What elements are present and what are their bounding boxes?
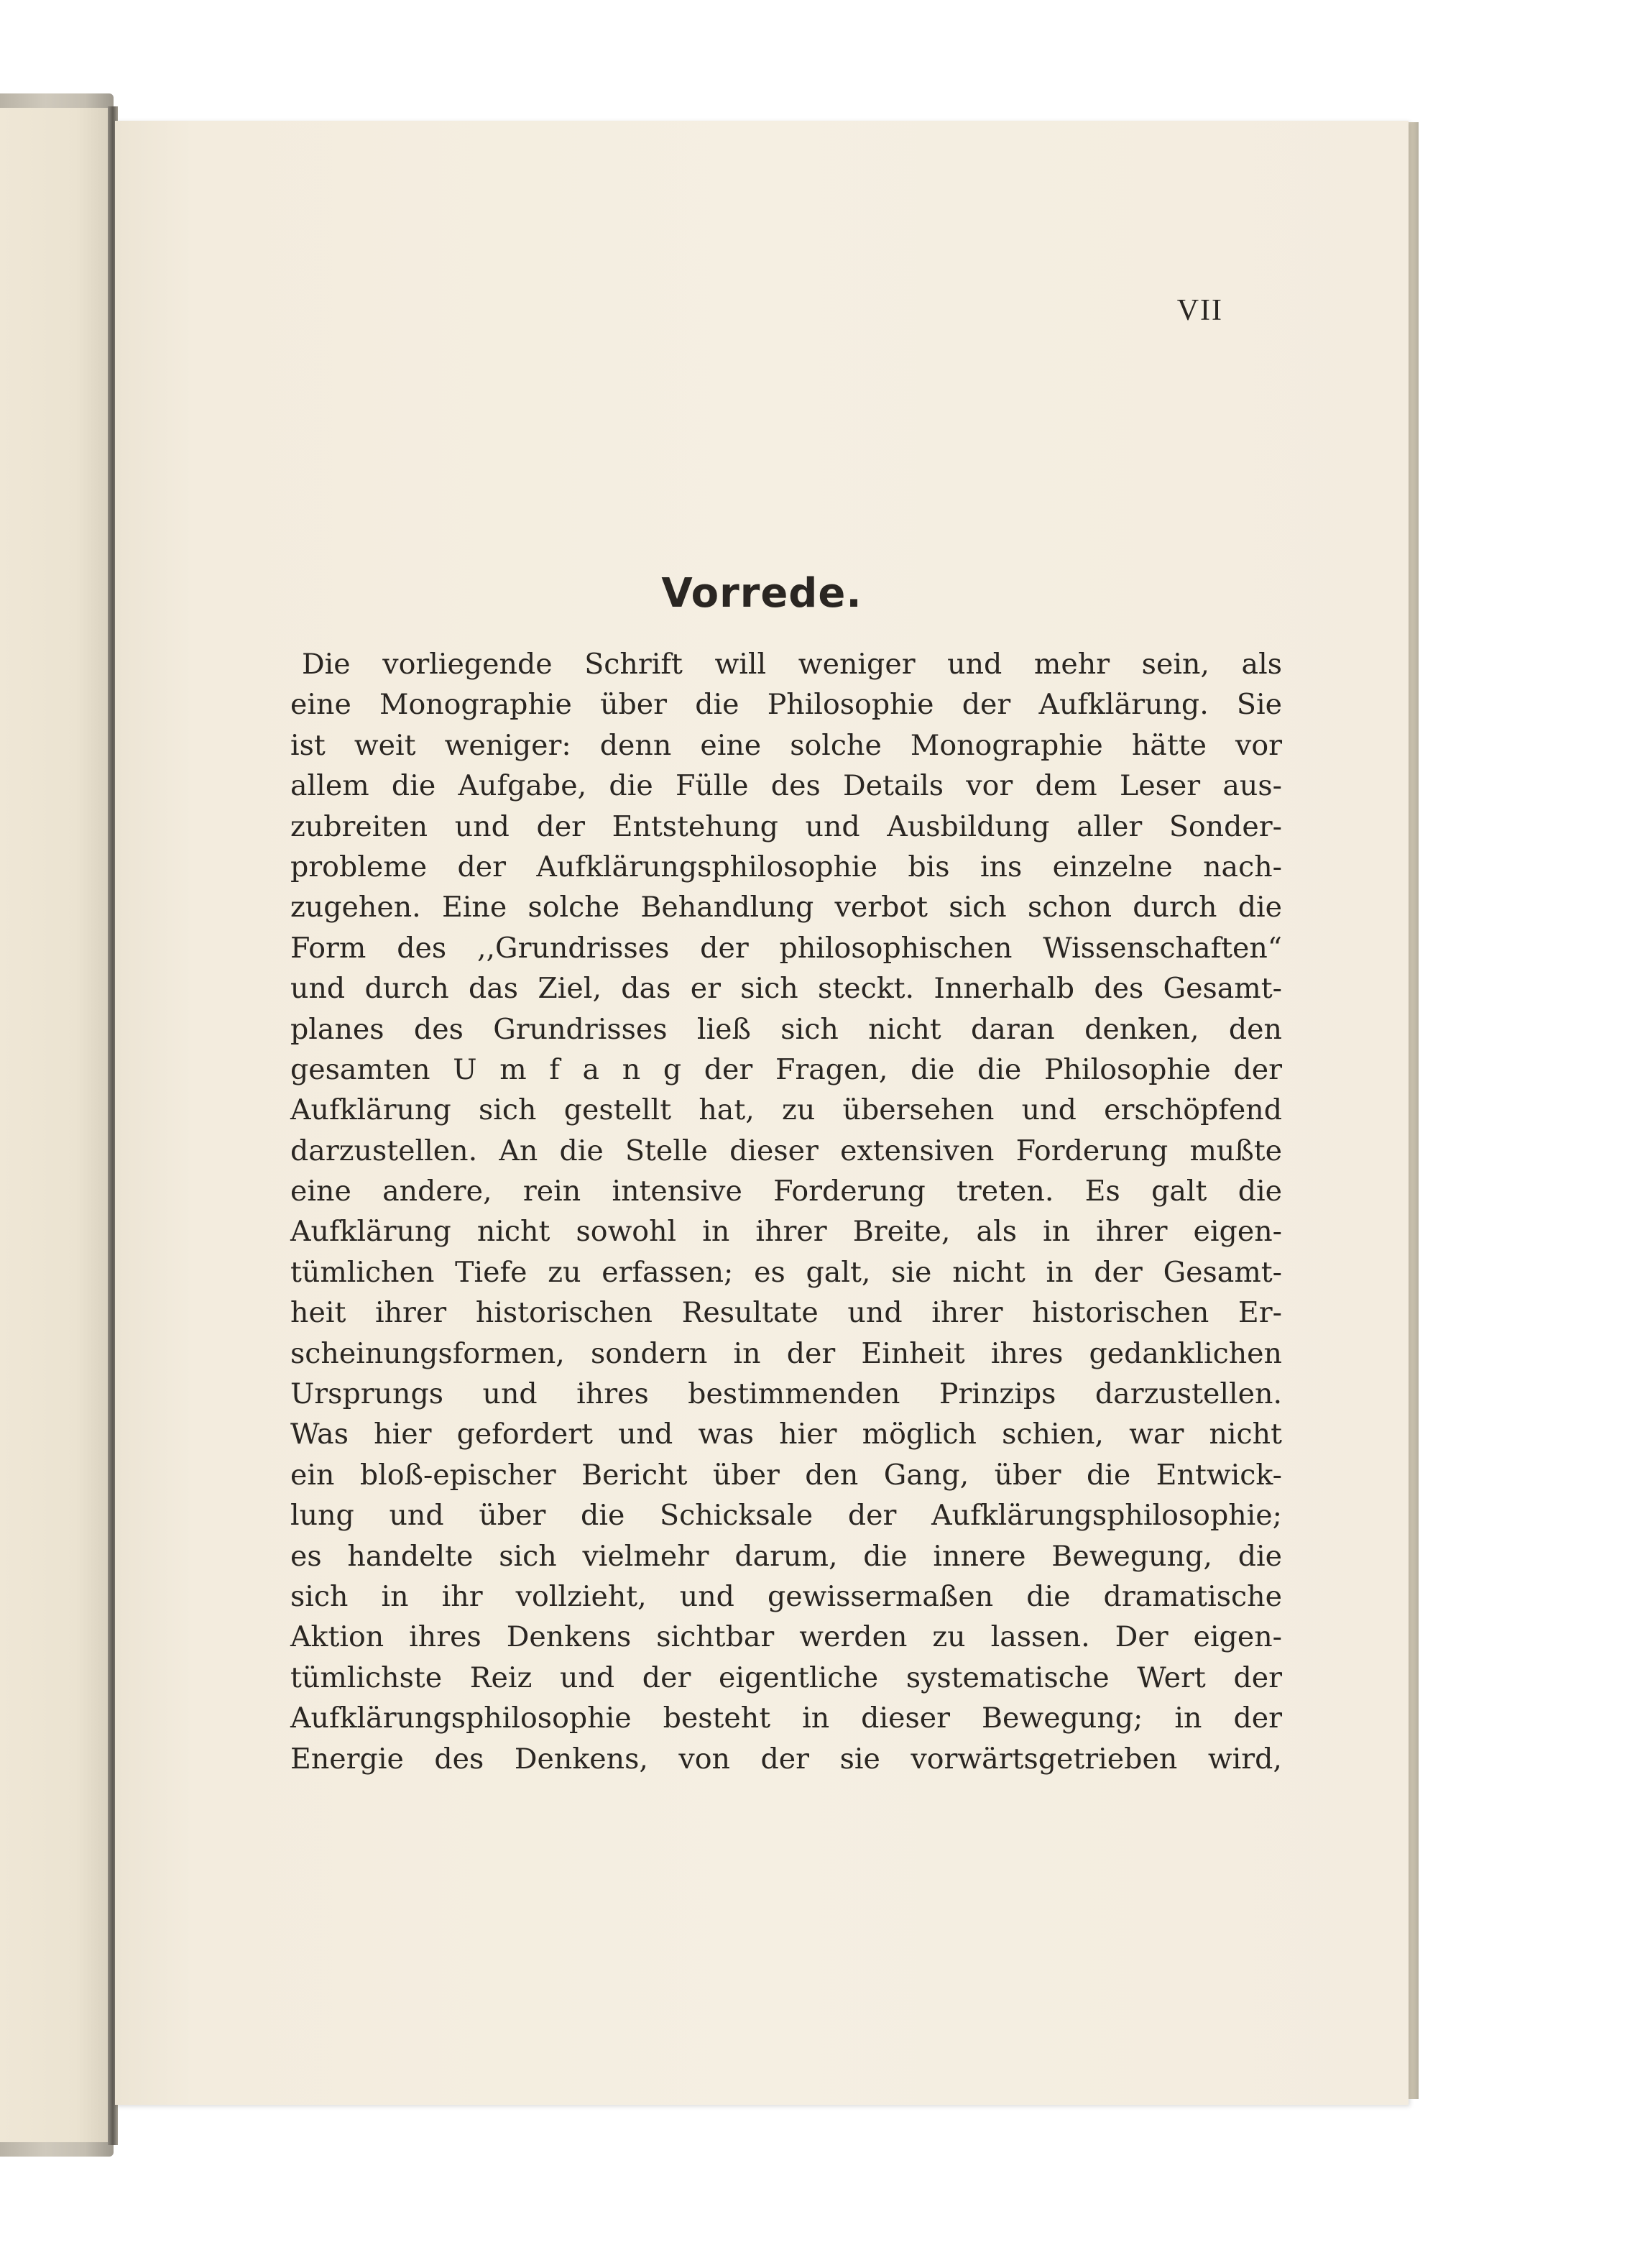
text-line: es handelte sich vielmehr darum, die innere Bewegung, die	[290, 1539, 1282, 1573]
text-line: ein bloß-epischer Bericht über den Gang, über die Entwick-	[290, 1458, 1282, 1492]
text-line: sich in ihr vollzieht, und gewissermaßen die dramatische	[290, 1579, 1282, 1613]
text-line: Energie des Denkens, von der sie vorwärtsgetrieben wird,	[290, 1742, 1282, 1776]
text-line: Die vorliegende Schrift will weniger und mehr sein, als	[302, 648, 1282, 681]
page-number: VII	[1176, 294, 1223, 327]
text-line: lung und über die Schicksale der Aufklärungsphilosophie;	[290, 1499, 1282, 1533]
text-line: probleme der Aufklärungsphilosophie bis ins einzelne nach-	[290, 850, 1282, 883]
text-line: zugehen. Eine solche Behandlung verbot sich schon durch die	[290, 891, 1282, 924]
right-page	[115, 121, 1409, 2105]
text-line: gesamten U m f a n g der Fragen, die die Philosophie der	[290, 1052, 1282, 1086]
text-line: tümlichen Tiefe zu erfassen; es galt, sie nicht in der Gesamt-	[290, 1255, 1282, 1289]
text-line: Was hier gefordert und was hier möglich schien, war nicht	[290, 1418, 1282, 1451]
text-line: heit ihrer historischen Resultate und ihrer historischen Er-	[290, 1296, 1282, 1330]
page-edge-stack	[1409, 122, 1419, 2099]
text-line: planes des Grundrisses ließ sich nicht daran denken, den	[290, 1012, 1282, 1046]
text-line: scheinungsformen, sondern in der Einheit ihres gedanklichen	[290, 1336, 1282, 1370]
text-line: allem die Aufgabe, die Fülle des Details vor dem Leser aus-	[290, 769, 1282, 803]
left-page	[0, 108, 109, 2142]
text-line: Aktion ihres Denkens sichtbar werden zu lassen. Der eigen-	[290, 1620, 1282, 1654]
body-text	[290, 644, 1282, 1779]
text-line: ist weit weniger: denn eine solche Monographie hätte vor	[290, 728, 1282, 762]
text-line: eine Monographie über die Philosophie der Aufklärung. Sie	[290, 688, 1282, 722]
text-line: tümlichste Reiz und der eigentliche systematische Wert der	[290, 1661, 1282, 1694]
text-line: Aufklärung sich gestellt hat, zu übersehen und erschöpfend	[290, 1093, 1282, 1127]
text-line: Aufklärung nicht sowohl in ihrer Breite, als in ihrer eigen-	[290, 1215, 1282, 1249]
page-title: Vorrede.	[661, 570, 862, 617]
text-line: Aufklärungsphilosophie besteht in dieser Bewegung; in der	[290, 1702, 1282, 1735]
text-line: eine andere, rein intensive Forderung treten. Es galt die	[290, 1175, 1282, 1208]
text-line: und durch das Ziel, das er sich steckt. Innerhalb des Gesamt-	[290, 972, 1282, 1006]
text-line: zubreiten und der Entstehung und Ausbildung aller Sonder-	[290, 809, 1282, 843]
text-line: Form des ,,Grundrisses der philosophischen Wissenschaften“	[290, 931, 1282, 965]
text-line: darzustellen. An die Stelle dieser extensiven Forderung mußte	[290, 1134, 1282, 1167]
text-line: Ursprungs und ihres bestimmenden Prinzips darzustellen.	[290, 1377, 1282, 1411]
